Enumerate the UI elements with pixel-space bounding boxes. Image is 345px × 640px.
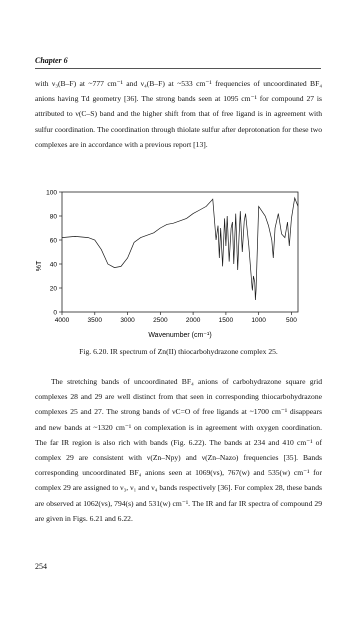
y-tick-label: 0 [53, 309, 57, 317]
y-tick-label: 80 [49, 213, 57, 221]
x-tick-label: 500 [286, 317, 297, 324]
y-tick-label: 20 [49, 285, 57, 293]
x-tick-label: 1500 [218, 317, 234, 324]
x-tick-label: 2500 [153, 317, 168, 324]
chapter-header: Chapter 6 [35, 56, 68, 65]
x-tick-label: 3000 [120, 317, 135, 324]
x-axis-label: Wavenumber (cm⁻¹) [148, 332, 212, 339]
spectrum-line [62, 198, 298, 300]
x-tick-label: 2000 [185, 317, 201, 324]
y-tick-label: 100 [46, 189, 57, 197]
y-axis-label: %T [36, 260, 43, 272]
plot-frame [62, 192, 298, 312]
figure-caption: Fig. 6.20. IR spectrum of Zn(II) thiocarbohydrazone complex 25. [79, 347, 278, 356]
paragraph-2: The stretching bands of uncoordinated BF₄ anions of carbohydrazone square grid complexes 28 and 29 are well distinct from that seen in corresponding thiocarbohydrazone complexes 25 and 27. The strong bands of νC=O of free ligands at ~1700 cm⁻¹ disappears and new bands at ~1320 cm⁻¹ on complexation is in agreement with oxygen coordination. The far IR region is also rich with bands (Fig. 6.22). The bands at 234 and 410 cm⁻¹ of complex 29 are consistent with ν(Zn–Npy) and ν(Zn–Nazo) frequencies [35]. Bands corresponding uncoordinated BF₄ anions seen at 1069(vs), 767(w) and 535(w) cm⁻¹ for complex 29 are assigned to ν₃, ν₁ and ν₄ bands respectively [36]. For complex 28, these bands are observed at 1062(vs), 794(s) and 531(w) cm⁻¹. The IR and far IR spectra of compound 29 are given in Figs. 6.21 and 6.22. [35, 377, 322, 523]
chart-axes [62, 192, 298, 312]
paragraph-1: with ν₃(B–F) at ~777 cm⁻¹ and ν₄(B–F) at ~533 cm⁻¹ frequencies of uncoordinated BF₄ anions having Td geometry [36]. The strong bands seen at 1095 cm⁻¹ for compound 27 is attributed to ν(C–S) band and the higher shift from that of free ligand is in agreement with sulfur coordination. The coordination through thiolate sulfur after deprotonation for these two complexes are in accordance with a previous report [13]. [35, 79, 322, 149]
x-tick-label: 1000 [251, 317, 266, 324]
x-tick-label: 3500 [87, 317, 103, 324]
y-tick-label: 60 [49, 237, 57, 245]
page-number: 254 [35, 562, 47, 571]
chart-plot [62, 198, 298, 300]
y-tick-label: 40 [49, 261, 57, 269]
chart-ticks [46, 189, 297, 324]
x-tick-label: 4000 [54, 317, 70, 324]
